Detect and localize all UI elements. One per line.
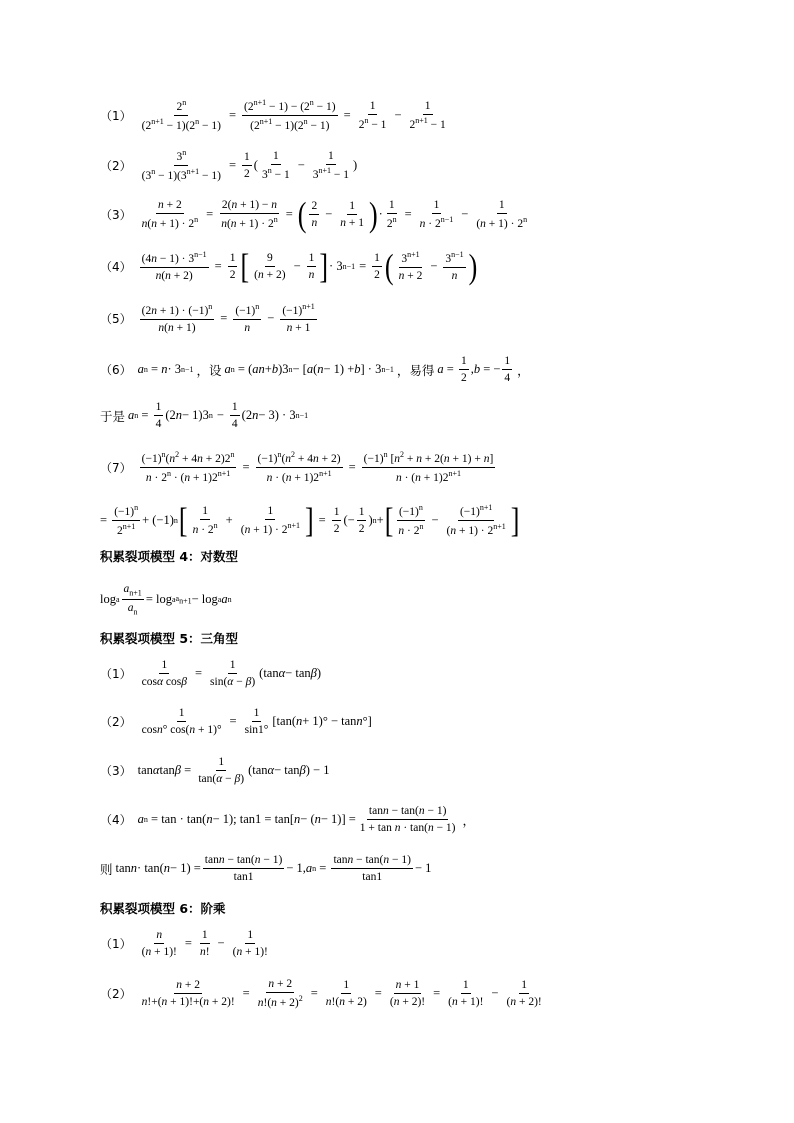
fraction: $\frac{1}{3^n - 1}$ xyxy=(261,149,290,182)
fraction: $\frac{3^n}{(3^n - 1)(3^{n+1} - 1)}$ xyxy=(141,148,221,183)
section-heading-4: 积累裂项模型 4：对数型 xyxy=(100,549,239,564)
item-number: （3） xyxy=(100,208,132,223)
fraction: $\frac{(2^{n+1} - 1) - (2^n - 1)}{(2^{n+1} - 1)(2^n - 1)}$ xyxy=(244,98,336,133)
item-number: （6） xyxy=(100,363,132,378)
section-heading-6: 积累裂项模型 6：阶乘 xyxy=(100,901,226,916)
formula-5: （5） $\frac{(2n + 1) \cdot (-1)^n}{n(n + 1)}$ = $\frac{(-1)^n}{n}$ − $\frac{(-1)^{n+1}}{n + 1}$ xyxy=(100,302,315,335)
formula-4: （4） $\frac{(4n - 1) \cdot 3^{n-1}}{n(n + 2)}$ = $\frac{1}{2}$ [ $\frac{9}{(n + 2)}$ − $\frac{1}{n}$ ] · 3 n−1 = $\frac{1}{2}$ ( $\frac{3^{n+1}}{n + 2}$ − $\frac{3^{n-1}}{n}$ ) xyxy=(100,246,478,286)
formula-7b: = $\frac{(-1)^n}{2^{n+1}}$ + (−1) n [ $\frac{1}{n \cdot 2^n}$ + $\frac{1}{(n + 1) \cdot 2^{n+1}}$ ] = $\frac{1}{2}$ (− $\frac{1}{2}$ ) n + [ $\frac{(-1)^n}{n \cdot 2^n}$ − $\frac{(-1)^{n+1}}{(n + 1) \cdot 2^{n+1}}$ ] xyxy=(100,500,520,540)
fraction: $\frac{1}{2^n - 1}$ xyxy=(358,99,387,132)
formula-2: （2） $\frac{3^n}{(3^n - 1)(3^{n+1} - 1)}$ = $\frac{1}{2}$ ( $\frac{1}{3^n - 1}$ − $\frac{1}{3^{n+1} - 1}$ ) xyxy=(100,148,358,183)
formula-log: log a $\frac{a_{n+1}}{a_n}$ = log a $a_{n+1}$ − log a a n xyxy=(100,583,232,617)
formula-7: （7） $\frac{(-1)^n(n^2 + 4n + 2)2^n}{n \cdot 2^n \cdot (n + 1)2^{n+1}}$ = $\frac{(-1)^n(n^2 + 4n + 2)}{n \cdot (n + 1)2^{n+1}}$ = $\frac{(-1)^n [n^2 + n + 2(n + 1) + n]}{n \cdot (n + 1)2^{n+1}}$ xyxy=(100,450,494,485)
formula-6: （6） a n = n · 3 n−1 ，设 a n = ( an + b )3 n − [ a ( n − 1) + b ] · 3 n−1 ，易得 a = $\frac{1}{2}$ , b = − $\frac{1}{4}$ ， xyxy=(100,355,530,385)
item-number: （1） xyxy=(100,109,132,124)
formula-6b: 于是 a n = $\frac{1}{4}$ (2 n − 1)3 n − $\frac{1}{4}$ (2 n − 3) · 3 n−1 xyxy=(100,401,309,431)
formula-trig-4: （4） a n = tan · tan( n − 1); tan1 = tan[ n − ( n − 1)] = $\frac{\tan n - \tan(n - 1)}{\text{1 + tan n · tan(n − 1)}}$ ， xyxy=(100,805,476,835)
formula-trig-2: （2） $\frac{1}{\cos n^\circ \cos(n + 1)^\circ}$ = $\frac{1}{\sin 1^\circ}$ [tan( n + 1)° − tan n °] xyxy=(100,707,372,737)
formula-trig-4b: 则 tan n · tan( n − 1) = $\frac{\tan n - \tan(n - 1)}{\tan 1}$ − 1, a n = $\frac{\tan n - \tan(n - 1)}{\tan 1}$ − 1 xyxy=(100,854,432,884)
formula-3: （3） $\frac{n + 2}{n(n + 1) \cdot 2^n}$ = $\frac{2(n + 1) - n}{n(n + 1) \cdot 2^n}$ = ( $\frac{2}{n}$ − $\frac{1}{n + 1}$ ) · $\frac{1}{2^n}$ = $\frac{1}{n \cdot 2^{n-1}}$ − $\frac{1}{(n + 1) \cdot 2^n}$ xyxy=(100,194,528,234)
formula-1: （1） $\frac{2^n}{(2^{n+1} - 1)(2^n - 1)}$ = $\frac{(2^{n+1} - 1) - (2^n - 1)}{(2^{n+1} - 1)(2^n - 1)}$ = $\frac{1}{2^n - 1}$ − $\frac{1}{2^{n+1} - 1}$ xyxy=(100,98,446,133)
formula-fact-2: （2） $\frac{n + 2}{n!+(n + 1)!+(n + 2)!}$ = $\frac{n + 2}{n!(n + 2)^2}$ = $\frac{1}{n!(n + 2)}$ = $\frac{n + 1}{(n + 2)!}$ = $\frac{1}{(n + 1)!}$ − $\frac{1}{(n + 2)!}$ xyxy=(100,978,542,1010)
item-number: （2） xyxy=(100,159,132,174)
item-number: （5） xyxy=(100,312,132,327)
item-number: （7） xyxy=(100,461,132,476)
formula-fact-1: （1） $\frac{n}{(n + 1)!}$ = $\frac{1}{n!}$ − $\frac{1}{(n + 1)!}$ xyxy=(100,929,268,959)
item-number: （4） xyxy=(100,260,132,275)
section-heading-5: 积累裂项模型 5：三角型 xyxy=(100,631,239,646)
fraction: $\frac{2^n}{(2^{n+1} - 1)(2^n - 1)}$ xyxy=(141,98,221,133)
fraction: $\frac{1}{2^{n+1} - 1}$ xyxy=(409,99,446,132)
formula-trig-3: （3） tan α tan β = $\frac{1}{\tan(\alpha - \beta)}$ (tan α − tan β ) − 1 xyxy=(100,756,330,786)
formula-trig-1: （1） $\frac{1}{\text{cosα cosβ}}$ = $\frac{1}{\sin(\alpha - \beta)}$ (tan α − tan β ) xyxy=(100,659,322,689)
fraction: $\frac{1}{3^{n+1} - 1}$ xyxy=(312,149,350,182)
fraction: $\frac{1}{2}$ xyxy=(244,150,250,181)
